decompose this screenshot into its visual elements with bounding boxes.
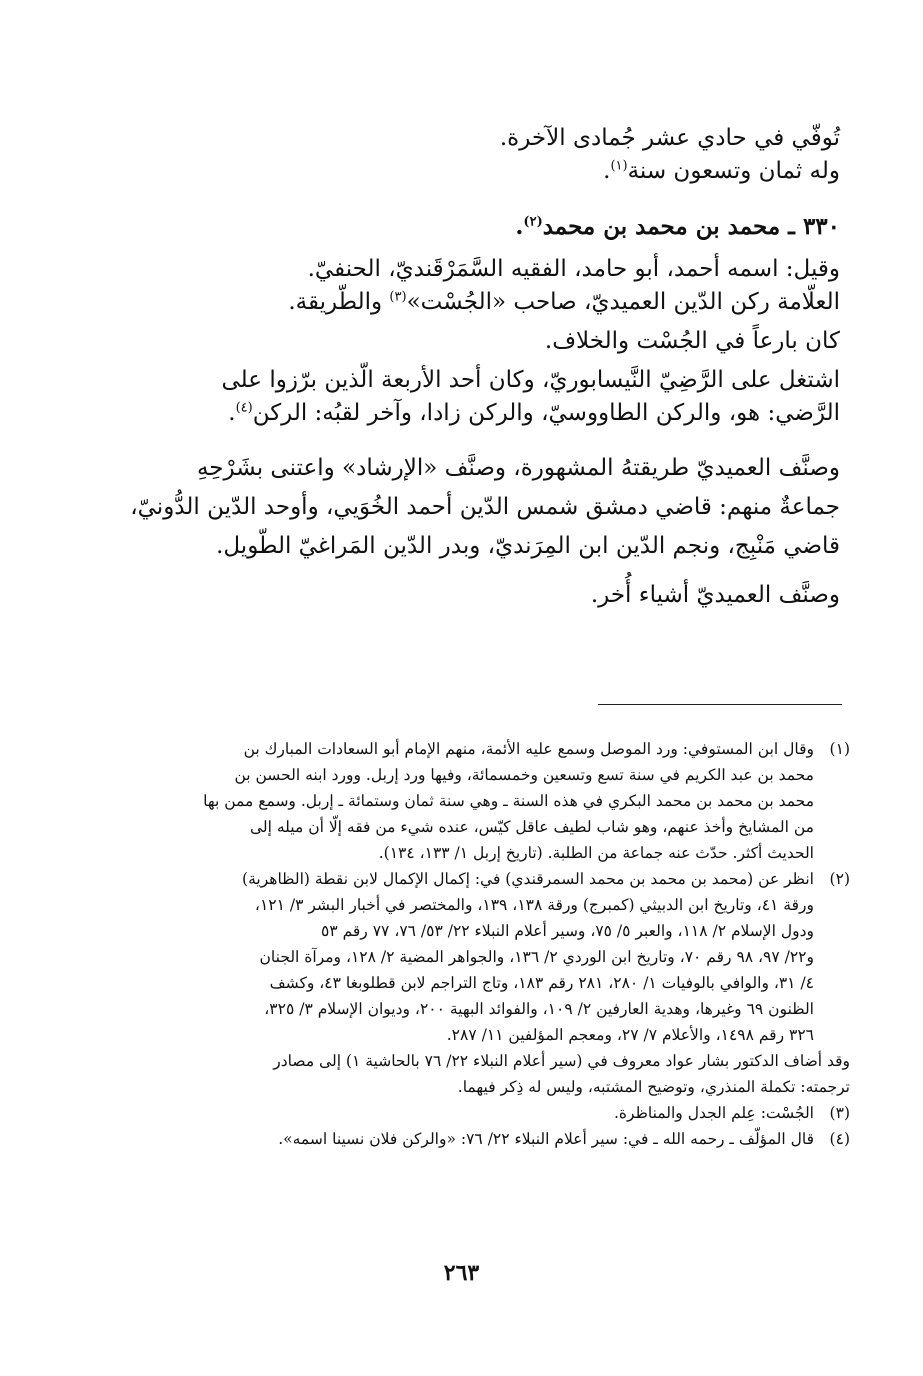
footnote-3 bbox=[110, 1100, 850, 1126]
footnote-line: ورقة ٤١، وتاريخ ابن الدبيثي (كمبرج) ورقة ١٣٨، ١٣٩، والمختصر في أخبار البشر ٣/ ١٢١، bbox=[254, 896, 814, 914]
main-text bbox=[118, 122, 840, 612]
footnote-line: الظنون ٦٩ وغيرها، وهدية العارفين ٢/ ١٠٩، والفوائد البهية ٢٠٠، وديوان الإسلام ٣/ ٣٢٥، bbox=[264, 1000, 814, 1018]
footnote-line: محمد بن محمد بن محمد البكري في هذه السنة ـ وهي سنة ثمان وستمائة ـ إربل. وسمع ممن بها bbox=[203, 792, 814, 810]
footnote-line: ٤/ ٣١، والوافي بالوفيات ١/ ٢٨٠، ٢٨١ رقم ١٨٣، وتاج التراجم لابن قطلوبغا ٤٣، وكشف bbox=[269, 974, 814, 992]
footnote-line: وقال ابن المستوفي: ورد الموصل وسمع عليه الأئمة، منهم الإمام أبو السعادات المبارك بن bbox=[243, 740, 814, 758]
footnote-line: قال المؤلّف ـ رحمه الله ـ في: سير أعلام النبلاء ٢٢/ ٧٦: «والركن فلان نسينا اسمه». bbox=[278, 1130, 814, 1148]
footnote-number: (٣) bbox=[829, 1104, 850, 1122]
text-line: جماعةٌ منهم: قاضي دمشق شمس الدّين أحمد الخُوَيي، وأوحد الدّين الدُّونيّ، bbox=[130, 494, 840, 520]
footnote-line: وقد أضاف الدكتور بشار عواد معروف في (سير أعلام النبلاء ٢٢/ ٧٦ بالحاشية ١) إلى مصادر bbox=[273, 1052, 850, 1070]
footnote-line: الجُسْت: عِلم الجدل والمناظرة. bbox=[613, 1104, 814, 1122]
footnote-ref: (٣) bbox=[389, 289, 407, 305]
text-line: العلّامة ركن الدّين العميديّ، صاحب «الجُسْت»$^{(٣)}$ والطّريقة. bbox=[288, 289, 840, 315]
footnote-line: من المشايخ وأخذ عنهم، وهو شاب لطيف عاقل كيّس، عنده شيء من فقه إلّا أن ميله إلى bbox=[249, 818, 814, 836]
footnote-ref: (١) bbox=[610, 158, 628, 174]
footnote-1 bbox=[110, 736, 850, 866]
footnotes bbox=[110, 736, 850, 1152]
text-line: وصنَّف العميديّ أشياء أُخر. bbox=[590, 582, 840, 608]
footnote-ref: (٢) bbox=[523, 214, 543, 230]
text-line: قاضي مَنْبِج، ونجم الدّين ابن المِرَنديّ، وبدر الدّين المَراغيّ الطّويل. bbox=[216, 533, 840, 559]
footnote-2 bbox=[110, 866, 850, 1048]
entry-heading: ٣٣٠ ـ محمد بن محمد بن محمد$^{(٢)}$. bbox=[515, 213, 840, 240]
text-line: الرَّضي: هو، والركن الطاووسيّ، والركن زادا، وآخر لقبُه: الركن$^{(٤)}$. bbox=[228, 400, 840, 426]
footnote-2-continuation bbox=[110, 1048, 850, 1100]
page-number: ٢٦٣ bbox=[443, 1260, 480, 1286]
footnote-number: (١) bbox=[829, 740, 850, 758]
text-line: وقيل: اسمه أحمد، أبو حامد، الفقيه السَّمَرْقَنديّ، الحنفيّ. bbox=[307, 256, 840, 282]
footnote-line: محمد بن عبد الكريم في سنة تسع وتسعين وخمسمائة، وفيها ورد إربل. وورد ابنه الحسن بن bbox=[234, 766, 814, 784]
footnote-line: انظر عن (محمد بن محمد بن محمد السمرقندي) في: إكمال الإكمال لابن نقطة (الظاهرية) bbox=[242, 870, 814, 888]
footnote-line: ترجمته: تكملة المنذري، وتوضيح المشتبه، وليس له ذِكر فيهما. bbox=[457, 1078, 850, 1096]
footnote-number: (٢) bbox=[829, 870, 850, 888]
footnote-number: (٤) bbox=[829, 1130, 850, 1148]
footnote-4 bbox=[110, 1126, 850, 1152]
footnote-line: الحديث أكثر. حدّث عنه جماعة من الطلبة. (تاريخ إربل ١/ ١٣٣، ١٣٤). bbox=[378, 844, 814, 862]
footnote-separator bbox=[598, 704, 842, 705]
text-line: كان بارعاً في الجُسْت والخلاف. bbox=[544, 328, 840, 354]
footnote-line: و٢٢/ ٩٧، ٩٨ رقم ٧٠، وتاريخ ابن الوردي ٢/ ١٣٦، والجواهر المضية ٢/ ١٢٨، ومرآة الجنان bbox=[259, 948, 814, 966]
footnote-line: ودول الإسلام ٢/ ١١٨، والعبر ٥/ ٧٥، وسير أعلام النبلاء ٢٢/ ٥٣/ ٧٦، ٧٧ رقم ٥٣ bbox=[321, 922, 814, 940]
footnote-ref: (٤) bbox=[235, 400, 253, 416]
text-line: وله ثمان وتسعون سنة$^{(١)}$. bbox=[603, 158, 840, 184]
text-line: وصنَّف العميديّ طريقتهُ المشهورة، وصنَّف «الإرشاد» واعتنى بشَرْحِهِ bbox=[196, 455, 840, 481]
footnote-line: ٣٢٦ رقم ١٤٩٨، والأعلام ٧/ ٢٧، ومعجم المؤلفين ١١/ ٢٨٧. bbox=[446, 1026, 814, 1044]
text-line: اشتغل على الرَّضِيّ النَّيسابوريّ، وكان أحد الأربعة الّذين برّزوا على bbox=[221, 367, 840, 393]
text-line: تُوفّي في حادي عشر جُمادى الآخرة. bbox=[499, 125, 840, 151]
